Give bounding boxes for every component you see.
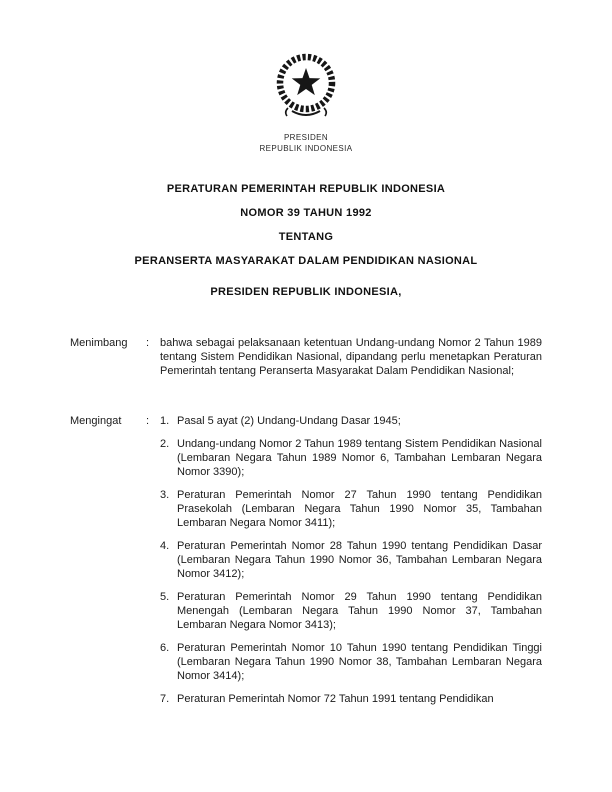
list-item-text: Pasal 5 ayat (2) Undang-Undang Dasar 1945; — [177, 414, 401, 427]
list-item — [160, 414, 542, 428]
list-item-number: 3. — [160, 488, 170, 501]
star-wreath-icon — [258, 46, 354, 126]
recalling-clause — [70, 414, 542, 706]
considering-text: bahwa sebagai pelaksanaan ketentuan Undang-undang Nomor 2 Tahun 1989 tentang Sistem Pendidikan Nasional, dipandang perlu menetapkan Peraturan Pemerintah tentang Peranserta Masyarakat Dalam Pendidikan Nasional; — [160, 336, 542, 377]
agency-name — [70, 133, 542, 155]
considering-label: Menimbang — [70, 336, 128, 349]
title-tentang: TENTANG — [278, 230, 334, 243]
list-item — [160, 692, 542, 706]
list-item — [160, 539, 542, 581]
list-item-number: 6. — [160, 641, 170, 654]
recalling-list — [160, 414, 542, 706]
list-item-text: Peraturan Pemerintah Nomor 28 Tahun 1990 tentang Pendidikan Dasar (Lembaran Negara Tahun 1990 Nomor 36, Tambahan Lembaran Negara Nomor 3412); — [177, 539, 542, 580]
list-item — [160, 590, 542, 632]
considering-colon: : — [146, 336, 150, 349]
title-subject: PERANSERTA MASYARAKAT DALAM PENDIDIKAN NASIONAL — [134, 254, 478, 267]
title-regulation: PERATURAN PEMERINTAH REPUBLIK INDONESIA — [166, 182, 446, 195]
list-item — [160, 488, 542, 530]
recalling-label: Mengingat — [70, 414, 122, 427]
list-item-text: Peraturan Pemerintah Nomor 27 Tahun 1990 tentang Pendidikan Prasekolah (Lembaran Negara Tahun 1990 Nomor 35, Tambahan Lembaran Negara Nomor 3411); — [177, 488, 542, 529]
list-item — [160, 437, 542, 479]
list-item-number: 2. — [160, 437, 170, 450]
list-item-number: 1. — [160, 414, 170, 427]
list-item-text: Peraturan Pemerintah Nomor 29 Tahun 1990 tentang Pendidikan Menengah (Lembaran Negara Tahun 1990 Nomor 37, Tambahan Lembaran Negara Nomor 3413); — [177, 590, 542, 631]
list-item — [160, 641, 542, 683]
preamble-heading: PRESIDEN REPUBLIK INDONESIA, — [210, 285, 402, 298]
considering-clause — [70, 336, 542, 378]
list-item-number: 5. — [160, 590, 170, 603]
title-number: NOMOR 39 TAHUN 1992 — [240, 206, 372, 219]
document-title-block — [70, 183, 542, 267]
list-item-text: Peraturan Pemerintah Nomor 10 Tahun 1990 tentang Pendidikan Tinggi (Lembaran Negara Tahun 1990 Nomor 38, Tambahan Lembaran Negara Nomor 3414); — [177, 641, 542, 682]
list-item-number: 7. — [160, 692, 170, 705]
agency-line-republik: REPUBLIK INDONESIA — [259, 143, 353, 153]
list-item-number: 4. — [160, 539, 170, 552]
list-item-text: Undang-undang Nomor 2 Tahun 1989 tentang Sistem Pendidikan Nasional (Lembaran Negara Tahun 1989 Nomor 6, Tambahan Lembaran Negara Nomor 3390); — [177, 437, 542, 478]
list-item-text: Peraturan Pemerintah Nomor 72 Tahun 1991 tentang Pendidikan — [177, 692, 494, 705]
presidential-emblem — [70, 46, 542, 155]
recalling-colon: : — [146, 414, 150, 427]
agency-line-presiden: PRESIDEN — [283, 133, 329, 142]
